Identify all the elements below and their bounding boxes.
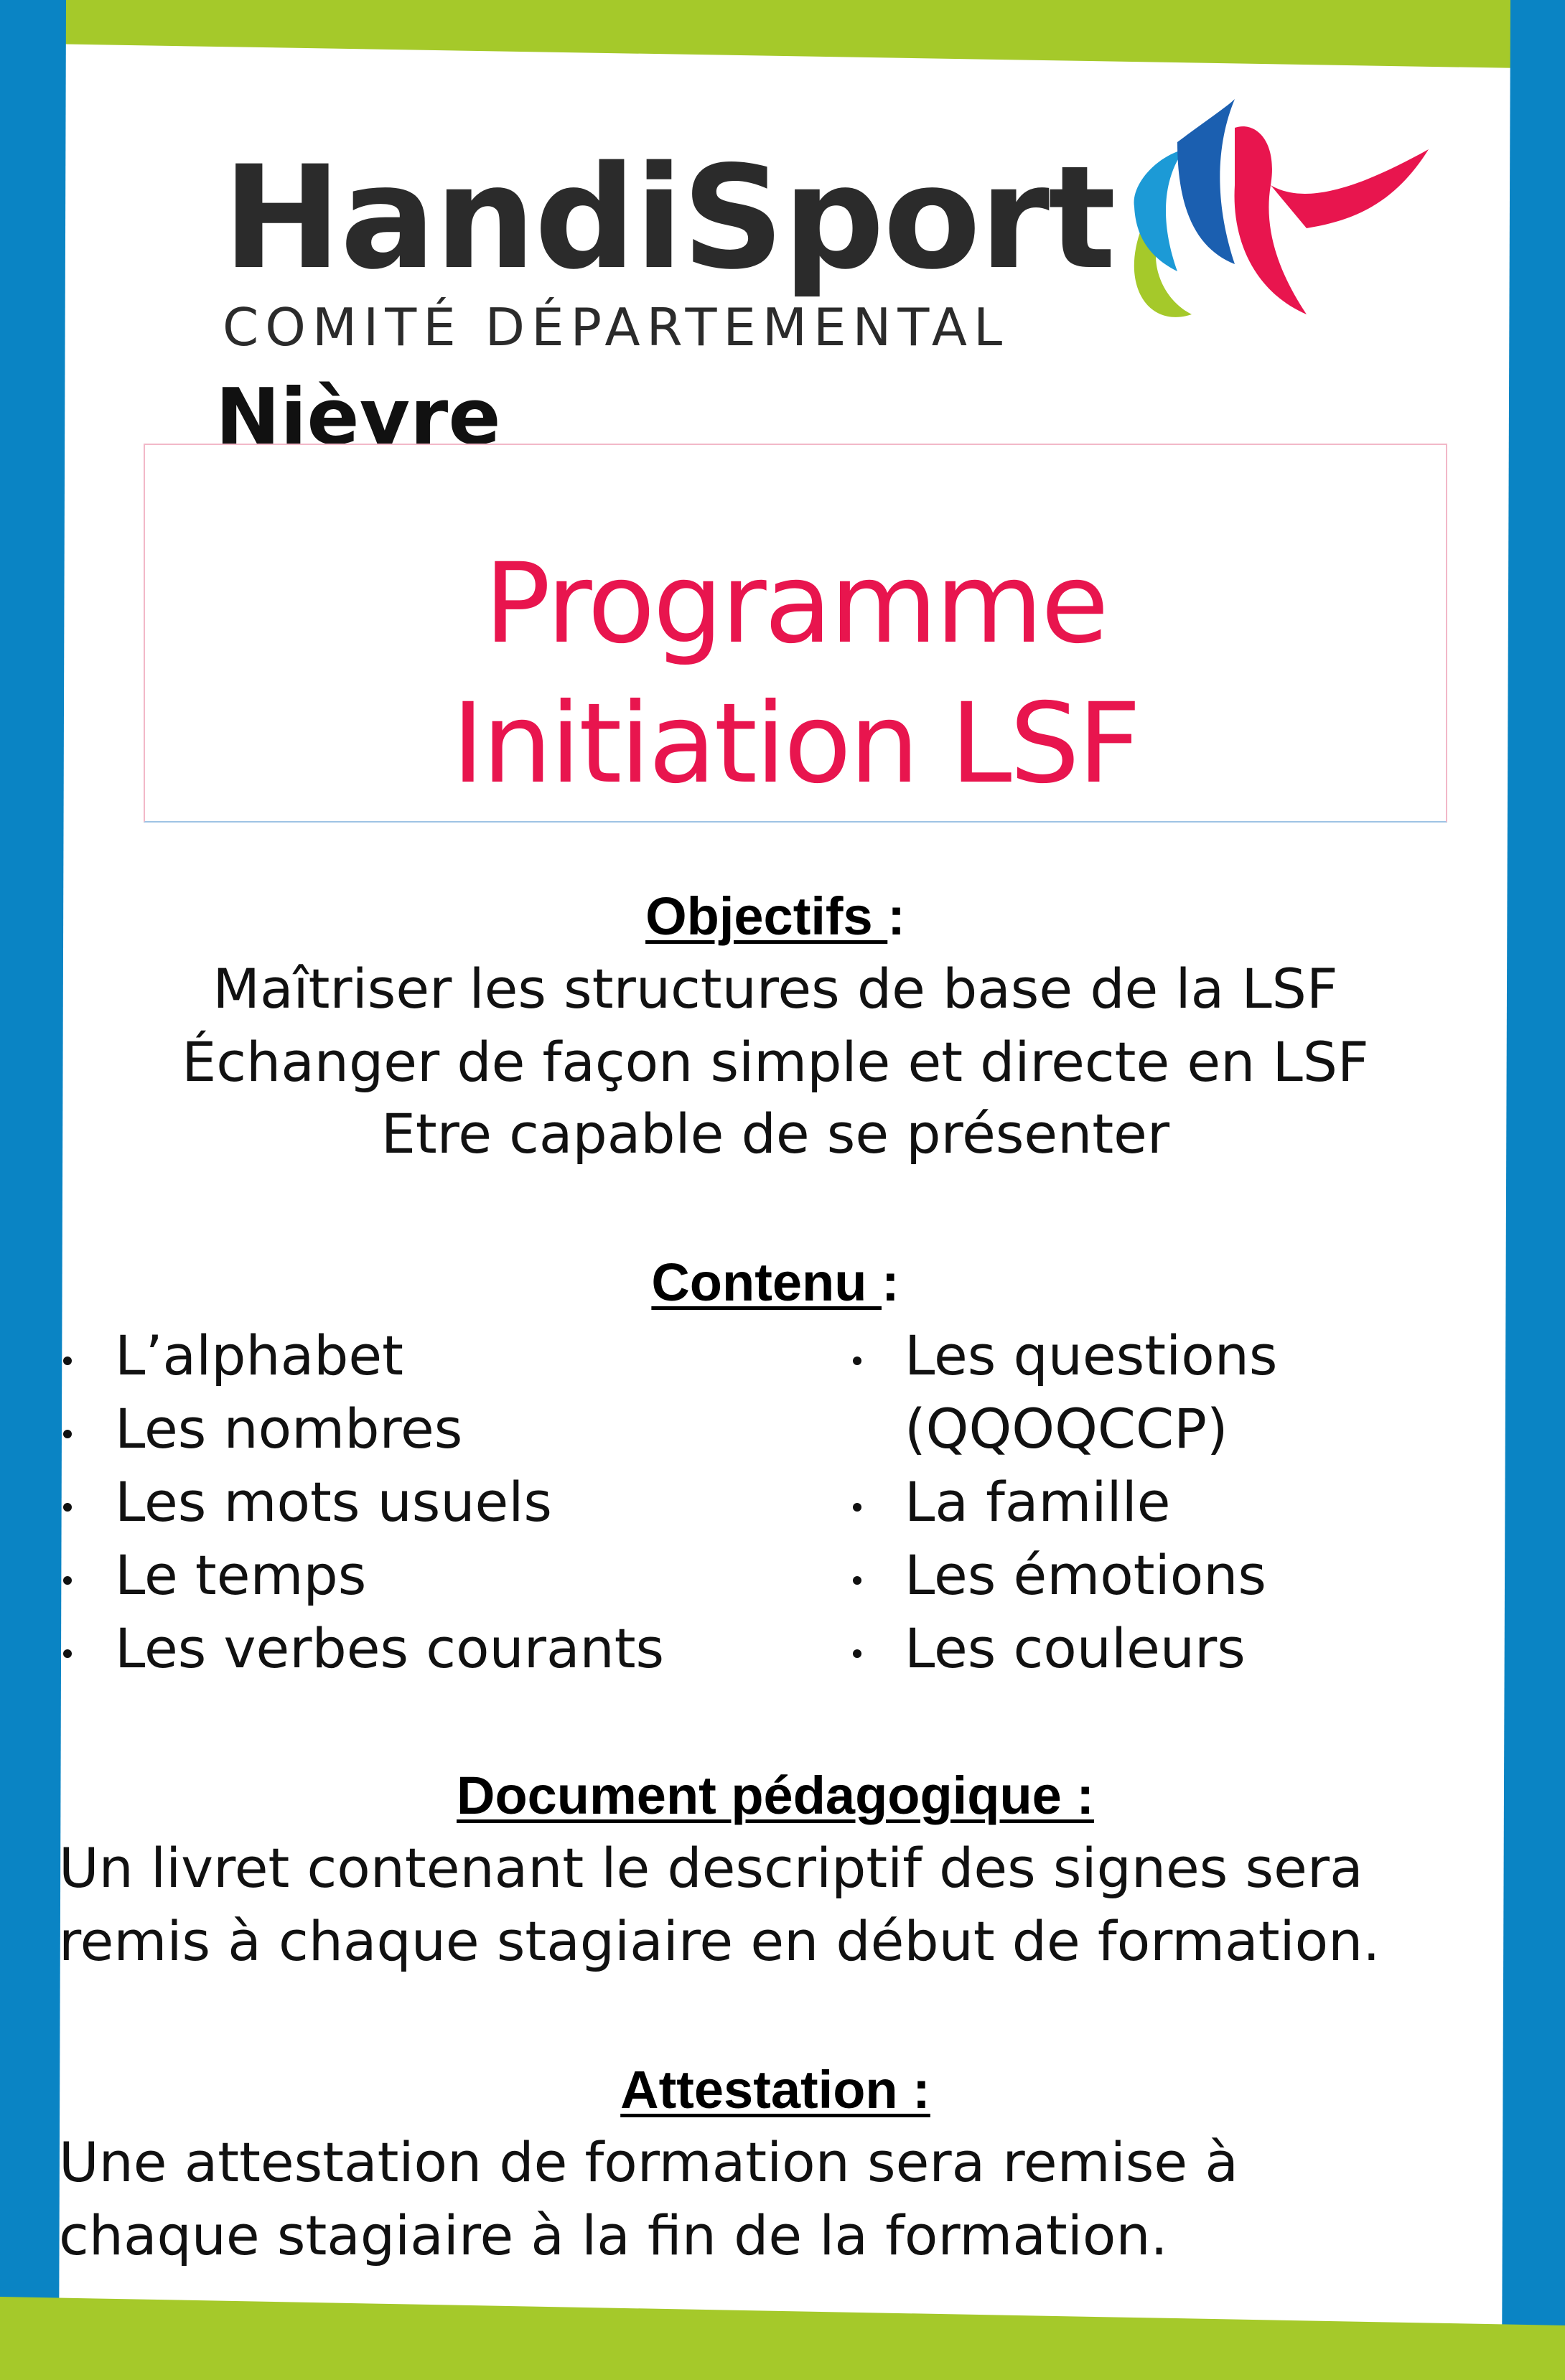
list-item-text: Le temps [115,1543,367,1607]
list-item [57,1612,664,1685]
list-item-text: L’alphabet [115,1323,403,1387]
list-item-text: Les verbes courants [115,1616,665,1680]
list-item [847,1539,1277,1612]
list-item [57,1539,664,1612]
logo-department: Nièvre [215,373,501,462]
objectifs-heading [57,886,1493,946]
contenu-list-right [847,1319,1277,1685]
logo-subtitle: COMITÉ DÉPARTEMENTAL [223,297,1009,357]
blue-band-right [1502,0,1565,2380]
contenu-heading [57,1252,1493,1312]
document-line-1: Un livret contenant le descriptif des signes sera [59,1836,1363,1900]
list-item-continuation [847,1392,1277,1466]
green-band-bottom [0,2297,1565,2380]
bullet [853,1649,861,1658]
list-item [57,1466,664,1539]
objectifs-heading-text: Objectifs [645,886,888,946]
list-item-text: Les mots usuels [115,1470,553,1534]
bullet [63,1430,72,1438]
green-band-top [0,0,1565,69]
objectif-line-3: Etre capable de se présenter [380,1102,1170,1166]
handisport-logo-mark [1091,99,1429,336]
attestation-heading-text: Attestation : [620,2060,930,2119]
list-item-text: La famille [905,1470,1171,1534]
bullet [63,1357,72,1365]
list-item-text: Les nombres [115,1397,463,1461]
list-item [57,1392,664,1466]
list-item [57,1319,664,1392]
title-line-1: Programme [484,540,1107,668]
objectif-line-1: Maîtriser les structures de base de la LSF [212,957,1338,1021]
list-item [847,1319,1277,1392]
document-heading [57,1766,1493,1825]
list-item-text: (QQOQCCP) [905,1397,1228,1461]
list-item-text: Les couleurs [905,1616,1246,1680]
document-line-2: remis à chaque stagiaire en début de formation. [59,1909,1381,1973]
bullet [63,1576,72,1585]
list-item-text: Les émotions [905,1543,1266,1607]
bullet [853,1357,861,1365]
title-line-2: Initiation LSF [452,680,1139,808]
bullet [853,1503,861,1512]
bullet [63,1503,72,1512]
objectifs-heading-colon: : [887,886,905,946]
list-item-text: Les questions [905,1323,1278,1387]
attestation-line-2: chaque stagiaire à la fin de la formation. [59,2203,1168,2267]
attestation-heading [57,2060,1493,2119]
blue-band-left [0,0,66,2380]
list-item [847,1612,1277,1685]
objectif-line-2: Échanger de façon simple et directe en LSF [182,1030,1369,1094]
logo-brand: HandiSport [223,135,1115,301]
contenu-list-left [57,1319,664,1685]
contenu-heading-colon: : [881,1252,900,1312]
bullet [63,1649,72,1658]
attestation-line-1: Une attestation de formation sera remise à [59,2130,1238,2194]
bullet [853,1576,861,1585]
list-item [847,1466,1277,1539]
contenu-heading-text: Contenu [651,1252,882,1312]
document-heading-text: Document pédagogique : [457,1766,1094,1825]
